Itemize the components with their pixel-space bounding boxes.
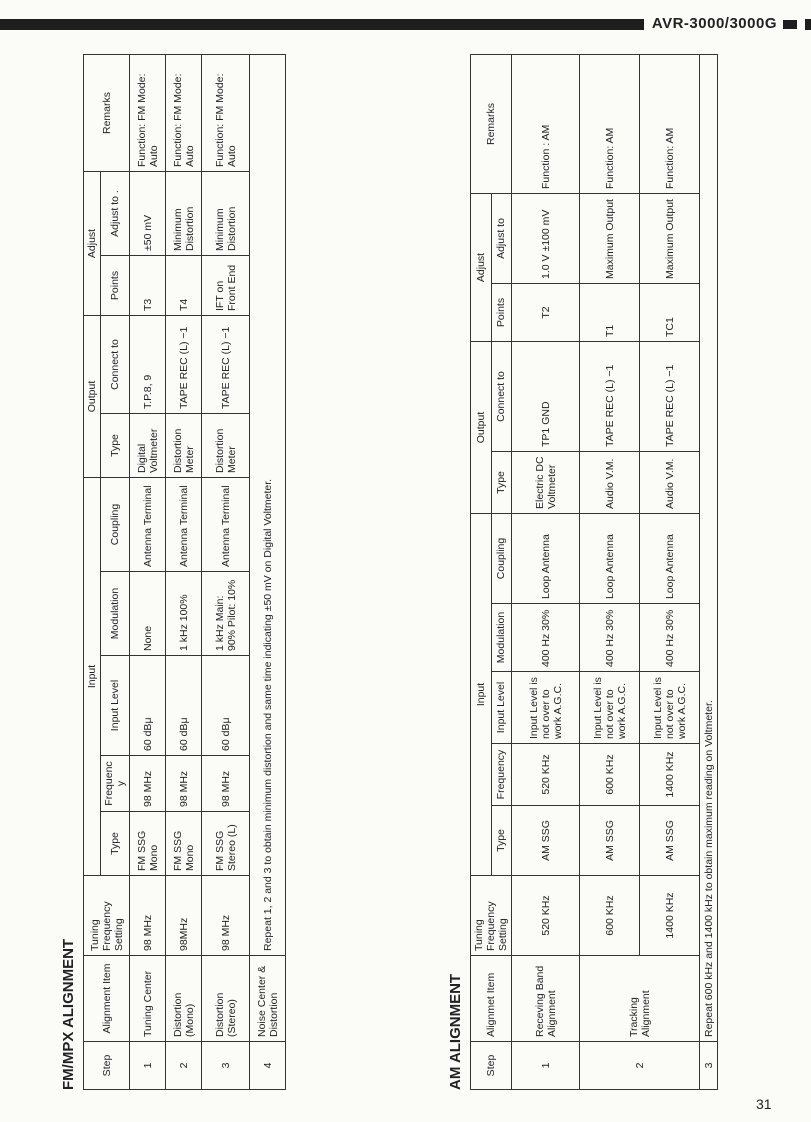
item-cell: Distortion (Mono): [166, 956, 202, 1042]
am-h-connect-to: Connect to: [491, 341, 512, 451]
fm-h-coupling: Coupling: [101, 477, 130, 571]
item-cell: Tracking Alignment: [580, 956, 700, 1042]
item-cell: Noise Center & Distortion: [250, 956, 286, 1042]
out-type-cell: Electric DC Voltmeter: [512, 451, 580, 513]
fm-h-adjust: Adjust: [84, 171, 101, 315]
fm-h-tuning: Tuning Frequency Setting: [84, 876, 130, 956]
freq-cell: 1400 KHz: [640, 744, 700, 806]
level-cell: 60 dBμ: [202, 656, 250, 756]
points-cell: T1: [580, 283, 640, 341]
coupling-cell: Antenna Terminal: [202, 477, 250, 571]
am-h-step: Step: [471, 1042, 512, 1090]
mod-cell: 1 kHz 100%: [166, 572, 202, 656]
level-cell: Input Level is not over to work A.G.C.: [580, 672, 640, 744]
connect-cell: TAPE REC (L) −1: [640, 341, 700, 451]
tuning-cell: 600 KHz: [580, 876, 640, 956]
am-h-tuning: Tuning Frequency Setting: [471, 876, 512, 956]
coupling-cell: Antenna Terminal: [130, 477, 166, 571]
fm-h-input: Input: [84, 477, 101, 875]
fm-h-adjust-to: Adjust to .: [101, 171, 130, 255]
mod-cell: None: [130, 572, 166, 656]
am-h-coupling: Coupling: [491, 513, 512, 603]
table-row: [202, 54, 250, 1089]
step-cell: 2: [580, 1042, 700, 1090]
freq-cell: 98 MHz: [202, 756, 250, 812]
coupling-cell: Antenna Terminal: [166, 477, 202, 571]
points-cell: T3: [130, 255, 166, 315]
step-cell: 3: [700, 1042, 718, 1090]
adjust-to-cell: ±50 mV: [130, 171, 166, 255]
table-row: [640, 54, 700, 1089]
item-cell: Receving Band Alignment: [512, 956, 580, 1042]
am-title: AM ALIGNMENT: [447, 973, 464, 1090]
tuning-cell: 98 MHz: [130, 876, 166, 956]
fm-h-input-level: Input Level: [101, 656, 130, 756]
step-cell: 2: [166, 1042, 202, 1090]
fm-h-type: Type: [101, 812, 130, 876]
mod-cell: 400 Hz 30%: [512, 604, 580, 672]
points-cell: T2: [512, 283, 580, 341]
type-cell: FM SSG Mono: [166, 812, 202, 876]
out-type-cell: Digital Voltmeter: [130, 413, 166, 477]
am-h-adjust: Adjust: [471, 193, 492, 341]
fm-h-points: Points: [101, 255, 130, 315]
remarks-cell: Function : AM: [512, 54, 580, 193]
connect-cell: TAPE REC (L) −1: [580, 341, 640, 451]
type-cell: FM SSG Mono: [130, 812, 166, 876]
tuning-cell: 98MHz: [166, 876, 202, 956]
step-cell: 4: [250, 1042, 286, 1090]
am-h-adjust-to: Adjust to: [491, 193, 512, 283]
fm-h-remarks: Remarks: [84, 54, 130, 171]
fm-h-step: Step: [84, 1042, 130, 1090]
connect-cell: TAPE REC (L) −1: [166, 315, 202, 413]
adjust-to-cell: Minimum Distortion: [166, 171, 202, 255]
table-row: [130, 54, 166, 1089]
type-cell: AM SSG: [512, 806, 580, 876]
points-cell: T4: [166, 255, 202, 315]
table-row: [700, 54, 718, 1089]
am-h-frequency: Frequency: [491, 744, 512, 806]
model-name: AVR-3000/3000G: [644, 13, 805, 35]
type-cell: AM SSG: [640, 806, 700, 876]
type-cell: FM SSG Stereo (L): [202, 812, 250, 876]
adjust-to-cell: Maximum Output: [580, 193, 640, 283]
out-type-cell: Audio V.M.: [640, 451, 700, 513]
am-header-row-1: [471, 54, 492, 1089]
connect-cell: T.P.8, 9: [130, 315, 166, 413]
fm-h-output: Output: [84, 315, 101, 477]
step-cell: 1: [512, 1042, 580, 1090]
table-row: [580, 54, 640, 1089]
adjust-to-cell: Minimum Distortion: [202, 171, 250, 255]
freq-cell: 98 MHz: [130, 756, 166, 812]
adjust-to-cell: Maximum Output: [640, 193, 700, 283]
item-cell: Distortion (Stereo): [202, 956, 250, 1042]
points-cell: TC1: [640, 283, 700, 341]
level-cell: Input Level is not over to work A.G.C.: [640, 672, 700, 744]
am-h-modulation: Modulation: [491, 604, 512, 672]
note-cell: Repeat 1, 2 and 3 to obtain minimum distortion and same time indicating ±50 mV on Digital Voltmeter.: [250, 54, 286, 955]
fm-h-modulation: Modulation: [101, 572, 130, 656]
freq-cell: 600 KHz: [580, 744, 640, 806]
tuning-cell: 98 MHz: [202, 876, 250, 956]
remarks-cell: Function: FM Mode: Auto: [130, 54, 166, 171]
freq-cell: 520 KHz: [512, 744, 580, 806]
type-cell: AM SSG: [580, 806, 640, 876]
page-number: 31: [756, 1096, 772, 1112]
mod-cell: 400 Hz 30%: [640, 604, 700, 672]
mod-cell: 400 Hz 30%: [580, 604, 640, 672]
am-h-input: Input: [471, 513, 492, 875]
fm-h-connect-to: Connect to: [101, 315, 130, 413]
fm-title: FM/MPX ALIGNMENT: [60, 938, 77, 1090]
connect-cell: TAPE REC (L) −1: [202, 315, 250, 413]
table-row: [250, 54, 286, 1089]
points-cell: IFT on Front End: [202, 255, 250, 315]
item-cell: Tuning Center: [130, 956, 166, 1042]
table-row: [512, 54, 580, 1089]
remarks-cell: Function: FM Mode: Auto: [202, 54, 250, 171]
am-h-input-level: Input Level: [491, 672, 512, 744]
level-cell: 60 dBμ: [166, 656, 202, 756]
am-h-type: Type: [491, 806, 512, 876]
fm-h-item: Alignment Item: [84, 956, 130, 1042]
am-h-out-type: Type: [491, 451, 512, 513]
remarks-cell: Function: AM: [580, 54, 640, 193]
coupling-cell: Loop Antenna: [512, 513, 580, 603]
coupling-cell: Loop Antenna: [640, 513, 700, 603]
mod-cell: 1 kHz Main: 90% Pilot: 10%: [202, 572, 250, 656]
note-cell: Repeat 600 kHz and 1400 kHz to obtain maximum reading on Voltmeter.: [700, 54, 718, 1041]
step-cell: 1: [130, 1042, 166, 1090]
level-cell: 60 dBμ: [130, 656, 166, 756]
am-h-output: Output: [471, 341, 492, 513]
am-h-item: Alignmet Item: [471, 956, 512, 1042]
connect-cell: TP1 GND: [512, 341, 580, 451]
coupling-cell: Loop Antenna: [580, 513, 640, 603]
am-h-remarks: Remarks: [471, 54, 512, 193]
am-h-points: Points: [491, 283, 512, 341]
level-cell: Input Level is not over to work A.G.C.: [512, 672, 580, 744]
fm-h-frequency: Frequency: [101, 756, 130, 812]
tuning-cell: 520 KHz: [512, 876, 580, 956]
adjust-to-cell: 1.0 V ±100 mV: [512, 193, 580, 283]
out-type-cell: Distortion Meter: [202, 413, 250, 477]
fm-table: [83, 54, 286, 1090]
table-row: [166, 54, 202, 1089]
remarks-cell: Function: FM Mode: Auto: [166, 54, 202, 171]
freq-cell: 98 MHz: [166, 756, 202, 812]
out-type-cell: Distortion Meter: [166, 413, 202, 477]
tuning-cell: 1400 KHz: [640, 876, 700, 956]
am-table: [470, 54, 718, 1090]
step-cell: 3: [202, 1042, 250, 1090]
fm-h-out-type: Type: [101, 413, 130, 477]
fm-header-row-1: [84, 54, 101, 1089]
out-type-cell: Audio V.M.: [580, 451, 640, 513]
remarks-cell: Function: AM: [640, 54, 700, 193]
